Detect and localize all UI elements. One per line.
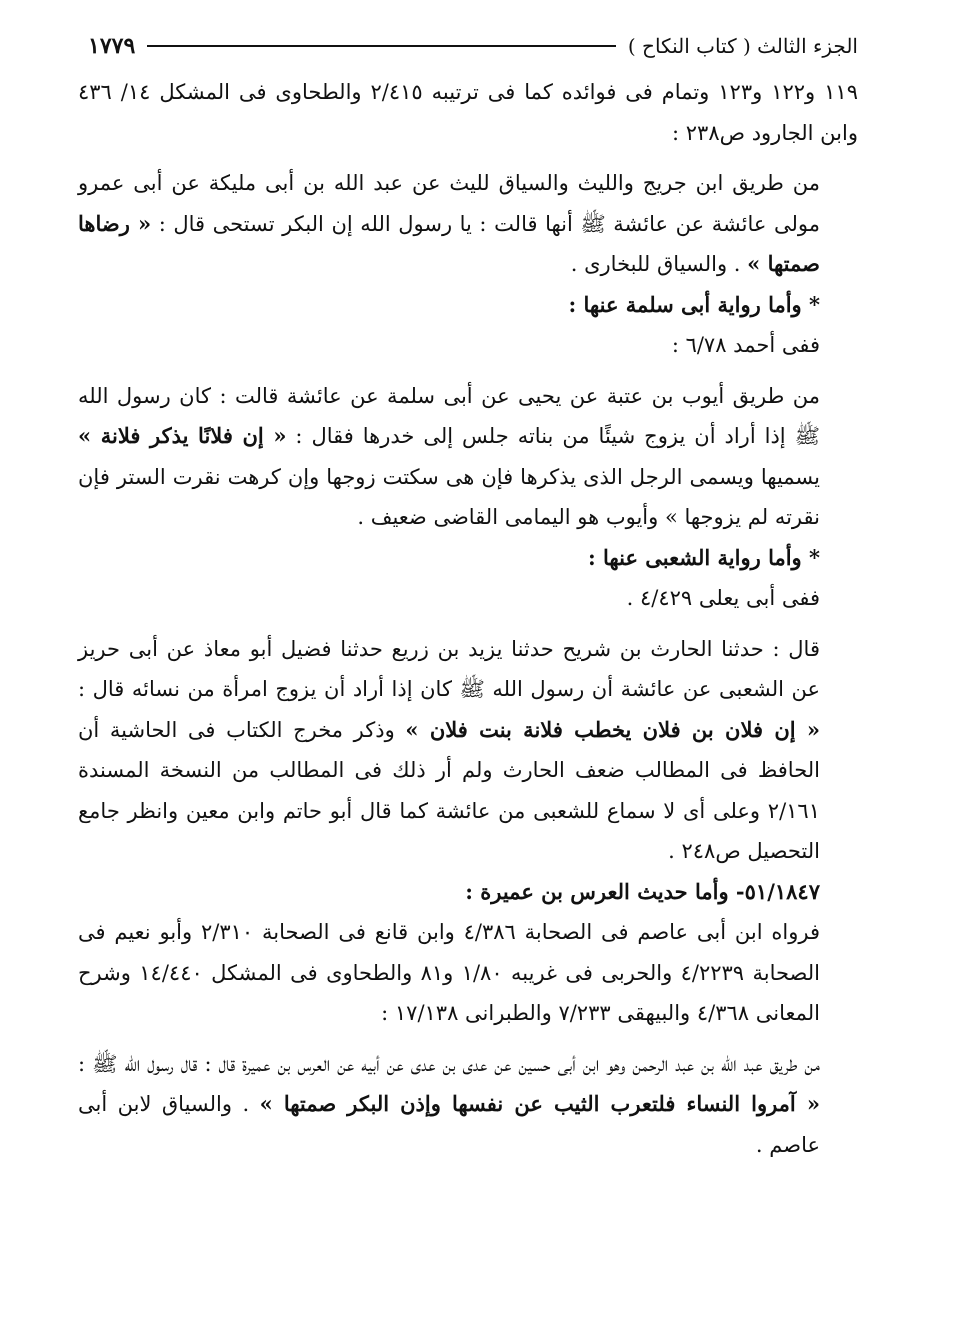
paragraph-5-text: فرواه ابن أبى عاصم فى الصحابة ٤/٣٨٦ وابن قانع فى الصحابة ٢/٣١٠ وأبو نعيم فى الصحابة ٤/٢٢٣٩ والحربى فى غريبه ١/٨٠ و٨١ والطحاوى فى المشكل ١٤/٤٤٠ وشرح المعانى ٤/٣٦٨ والبيهقى ٧/٢٣٣ والطبرانى ١٧/١٣٨ : xyxy=(78,920,821,1025)
paragraph-3-tail: يسميها ويسمى الرجل الذى يذكرها فإن هى سكتت زوجها وإن كرهت نقرت الستر فإن نقرته لم يزوجها » وأيوب هو اليمامى القاضى ضعيف . xyxy=(78,464,820,529)
page-number: ١٧٧٩ xyxy=(88,33,136,59)
page-body xyxy=(78,72,858,1165)
star-marker: * xyxy=(809,544,820,570)
section-heading-3-text: ٥١/١٨٤٧- وأما حديث العرس بن عميرة : xyxy=(465,878,820,904)
paragraph-4-tail: وذكر مخرج الكتاب فى الحاشية أن الحافظ فى المطالب ضعف الحارث ولم أر ذلك فى المطالب من النسخة المسندة ٢/١٦١ وعلى أى لا سماع للشعبى من عائشة كما قال أبو حاتم وابن معين وانظر جامع التحصيل ص٢٤٨ . xyxy=(78,717,820,863)
source-line-2-text: ففى أبى يعلى ٤/٤٢٩ . xyxy=(626,586,820,610)
paragraph-3-quote: « إن فلانًا يذكر فلانة » xyxy=(78,423,287,448)
paragraph-1-text: ١١٩ و١٢٢ و١٢٣ وتمام فى فوائده كما فى ترتيبه ٢/٤١٥ والطحاوى فى المشكل ١٤/ ٤٣٦ وابن الجارود ص٢٣٨ : xyxy=(78,80,858,145)
section-heading-1-text: وأما رواية أبى سلمة عنها : xyxy=(568,291,802,317)
paragraph-4-text: قال : حدثنا الحارث بن شريح حدثنا يزيد بن زريع حدثنا فضيل أبو معاذ عن أبى حريز عن الشعبى عن عائشة أن رسول الله ﷺ كان إذا أراد أن يزوج امرأة من نسائه قال : xyxy=(78,636,820,701)
section-heading-3 xyxy=(78,872,858,913)
paragraph-1 xyxy=(78,72,858,153)
source-line-1 xyxy=(78,325,858,366)
section-heading-2-text: وأما رواية الشعبى عنها : xyxy=(587,544,802,570)
paragraph-2 xyxy=(78,163,858,285)
paragraph-3 xyxy=(78,376,858,538)
source-line-2 xyxy=(78,578,858,619)
paragraph-5 xyxy=(78,912,858,1034)
section-heading-1 xyxy=(78,285,858,326)
section-heading-2 xyxy=(78,538,858,579)
paragraph-2-text: من طريق ابن جريج والليث والسياق لليث عن عبد الله بن أبى مليكة عن أبى عمرو مولى عائشة عن عائشة ﷺ أنها قالت : يا رسول الله إن البكر تستحى قال : xyxy=(78,171,821,236)
paragraph-3-text: من طريق أيوب بن عتبة عن يحيى عن أبى سلمة عن عائشة قالت : كان رسول الله ﷺ إذا أراد أن يزوج شيئًا من بناته جلس إلى خدرها فقال : xyxy=(78,383,820,448)
paragraph-6-quote: « آمروا النساء فلتعرب الثيب عن نفسها وإذن البكر صمتها » xyxy=(259,1091,820,1116)
star-marker: * xyxy=(809,291,820,317)
running-title: الجزء الثالث ( كتاب النكاح ) xyxy=(627,34,858,58)
paragraph-2-quote: « رضاها صمتها » xyxy=(78,210,820,276)
paragraph-6-text: من طريق عبد الله بن عبد الرحمن وهو ابن أبى حسين عن عدى بن عدى عن أبيه عن العرس بن عميرة قال : قال رسول الله ﷺ : xyxy=(78,1051,820,1076)
paragraph-6 xyxy=(78,1044,858,1166)
paragraph-4-quote: « إن فلان بن فلان يخطب فلانة بنت فلان » xyxy=(405,716,820,742)
paragraph-4 xyxy=(78,629,858,872)
paragraph-6-tail: . والسياق لابن أبى عاصم . xyxy=(78,1092,820,1157)
source-line-1-text: ففى أحمد ٦/٧٨ : xyxy=(671,333,820,357)
header-rule xyxy=(147,45,616,47)
page-header xyxy=(88,28,858,64)
paragraph-2-tail: . والسياق للبخارى . xyxy=(570,252,741,276)
